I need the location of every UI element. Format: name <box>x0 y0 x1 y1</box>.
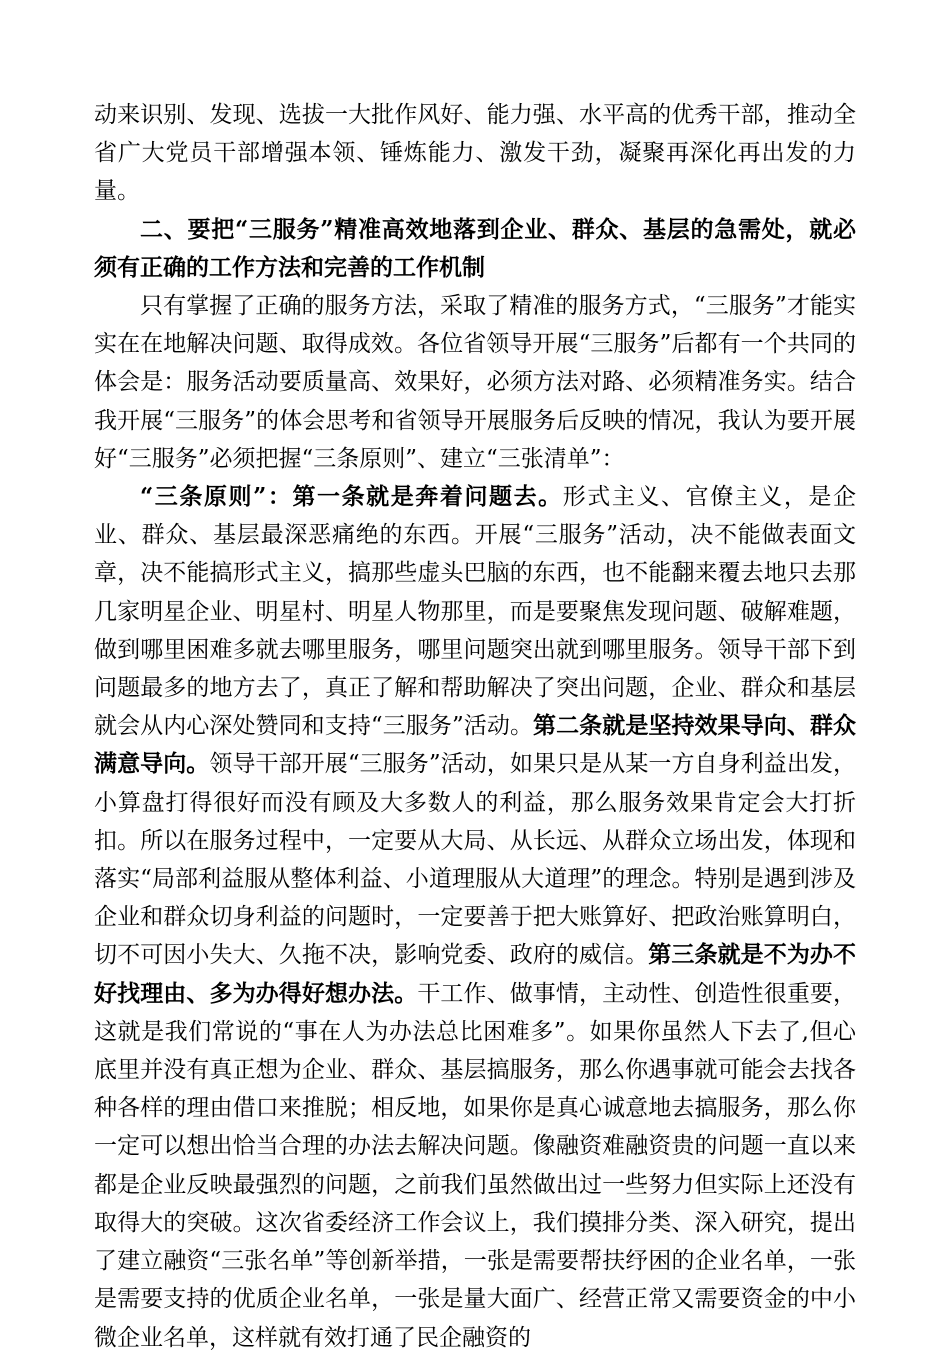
document-page <box>94 96 856 1357</box>
paragraph-three-principles <box>94 478 856 1357</box>
principle-1-heading: “三条原则”：第一条就是奔着问题去。 <box>140 483 563 511</box>
paragraph-continued: 动来识别、发现、选拔一大批作风好、能力强、水平高的优秀干部，推动全省广大党员干部增强本领、锤炼能力、激发干劲，凝聚再深化再出发的力量。 <box>94 102 856 205</box>
principle-3-heading: 第三条就是不为办不好找理由、多为办得好想办法。 <box>94 941 856 1007</box>
principle-2-text: 领导干部开展“三服务”活动，如果只是从某一方自身利益出发，小算盘打得很好而没有顾及大多数人的利益，那么服务效果肯定会大打折扣。所以在服务过程中，一定要从大局、从长远、从群众立场出发，体现和落实“局部利益服从整体利益、小道理服从大道理”的理念。特别是遇到涉及企业和群众切身利益的问题时，一定要善于把大账算好、把政治账算明白，切不可因小失大、久拖不决，影响党委、政府的威信。 <box>94 751 856 969</box>
paragraph-service-methods: 只有掌握了正确的服务方法，采取了精准的服务方式，“三服务”才能实实在在地解决问题、取得成效。各位省领导开展“三服务”后都有一个共同的体会是：服务活动要质量高、效果好，必须方法对路、必须精准务实。结合我开展“三服务”的体会思考和省领导开展服务后反映的情况，我认为要开展好“三服务”必须把握“三条原则”、建立“三张清单”： <box>94 293 856 472</box>
section-heading-2: 二、要把“三服务”精准高效地落到企业、群众、基层的急需处，就必须有正确的工作方法和完善的工作机制 <box>94 215 856 281</box>
principle-3-text: 干工作、做事情，主动性、创造性很重要，这就是我们常说的“事在人为办法总比困难多”。如果你虽然人下去了,但心底里并没有真正想为企业、群众、基层搞服务，那么你遇事就可能会去找各种各样的理由借口来推脱；相反地，如果你是真心诚意地去搞服务，那么你一定可以想出恰当合理的办法去解决问题。像融资难融资贵的问题一直以来都是企业反映最强烈的问题，之前我们虽然做出过一些努力但实际上还没有取得大的突破。这次省委经济工作会议上，我们摸排分类、深入研究，提出了建立融资“三张名单”等创新举措，一张是需要帮扶纾困的企业名单，一张是需要支持的优质企业名单，一张是量大面广、经营正常又需要资金的中小微企业名单，这样就有效打通了民企融资的 <box>94 980 856 1351</box>
principle-1-text: 形式主义、官僚主义，是企业、群众、基层最深恶痛绝的东西。开展“三服务”活动，决不能做表面文章，决不能搞形式主义，搞那些虚头巴脑的东西，也不能翻来覆去地只去那几家明星企业、明星村、明星人物那里，而是要聚焦发现问题、破解难题，做到哪里困难多就去哪里服务，哪里问题突出就到哪里服务。领导干部下到问题最多的地方去了，真正了解和帮助解决了突出问题，企业、群众和基层就会从内心深处赞同和支持“三服务”活动。 <box>94 484 857 740</box>
principle-2-heading: 第二条就是坚持效果导向、群众满意导向。 <box>94 712 856 778</box>
